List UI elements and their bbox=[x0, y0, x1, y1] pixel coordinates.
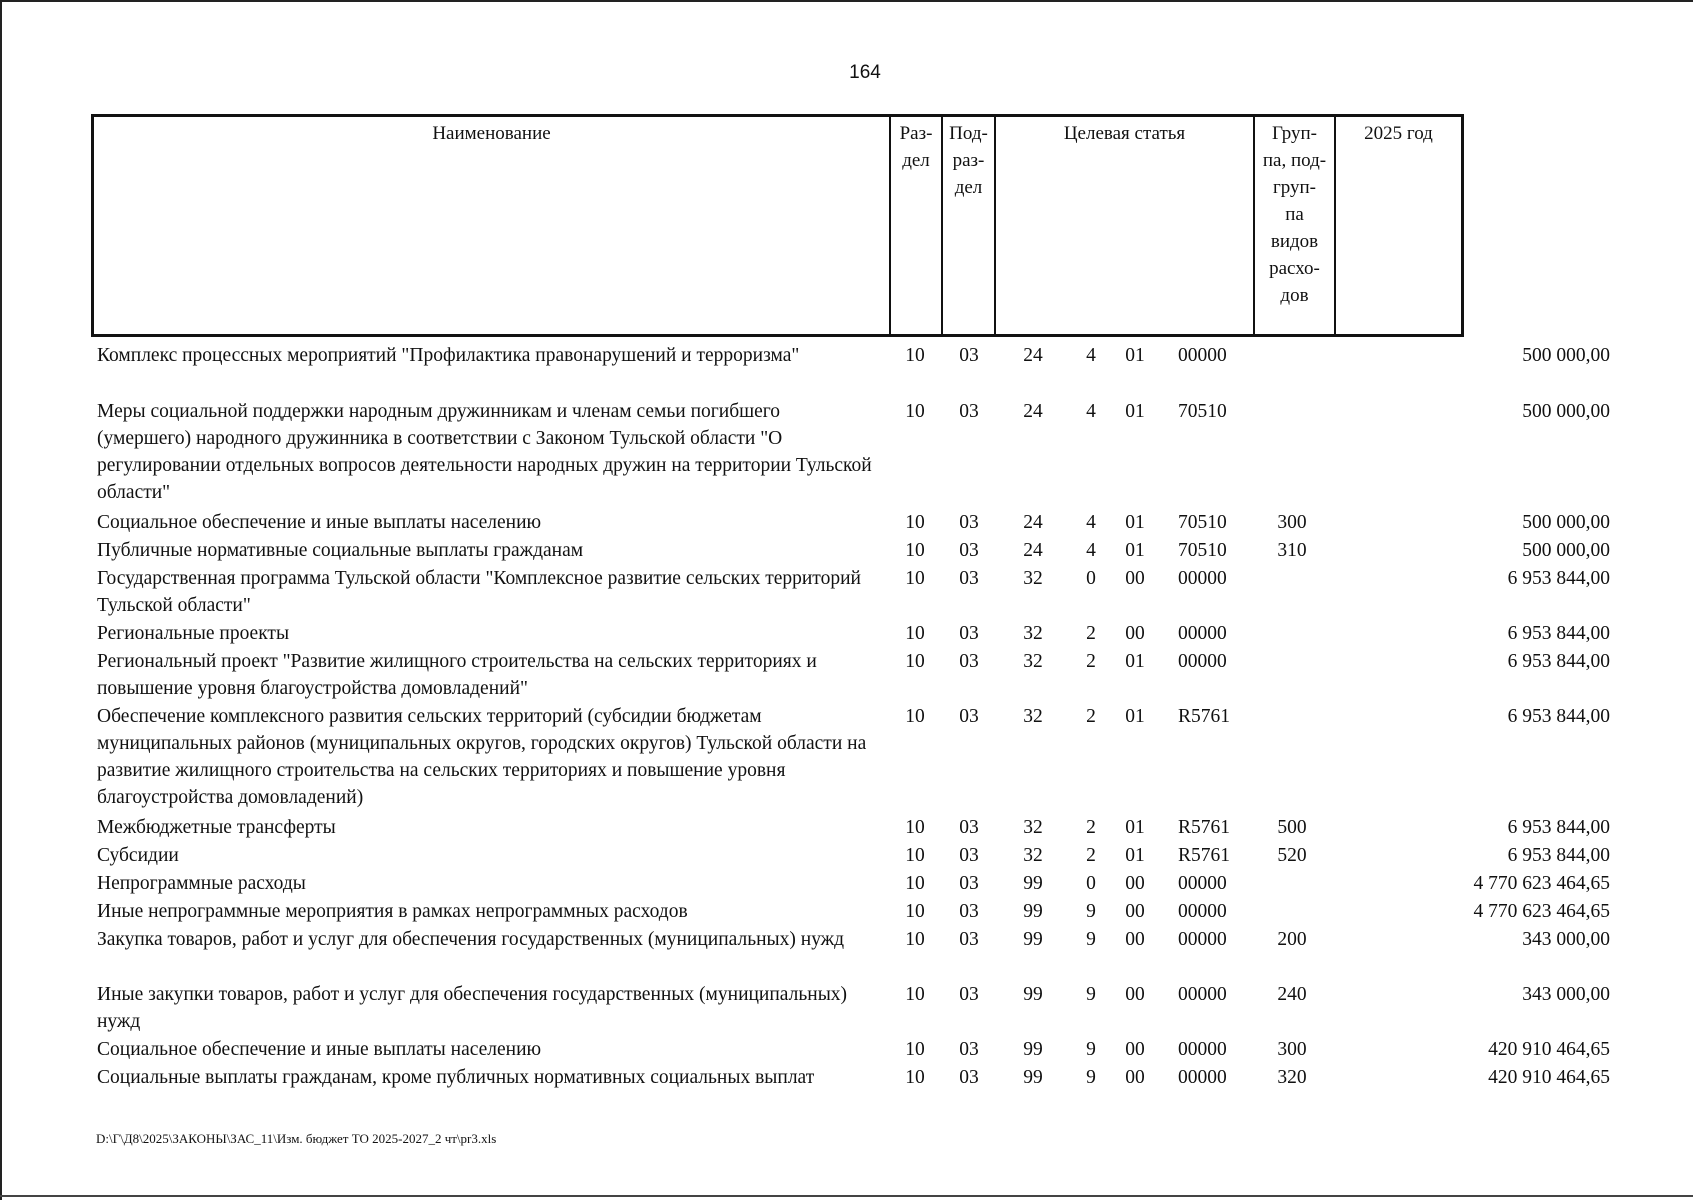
row-podrazdel: 03 bbox=[959, 568, 979, 589]
row-razdel: 10 bbox=[905, 401, 925, 422]
row-razdel: 10 bbox=[905, 873, 925, 894]
header-group bbox=[1255, 120, 1334, 309]
row-target-direction: 00000 bbox=[1178, 651, 1227, 672]
row-expense-group: 520 bbox=[1277, 845, 1307, 866]
row-target-type: 9 bbox=[1086, 901, 1096, 922]
row-target-type: 2 bbox=[1086, 623, 1096, 644]
page-border-bottom bbox=[0, 1195, 1693, 1197]
row-target-program: 99 bbox=[1023, 984, 1043, 1005]
row-podrazdel: 03 bbox=[959, 984, 979, 1005]
row-target-direction: 00000 bbox=[1178, 1067, 1227, 1088]
header-podrazdel-line: дел bbox=[954, 177, 983, 198]
row-target-program: 32 bbox=[1023, 706, 1043, 727]
row-name: Субсидии bbox=[97, 845, 179, 866]
row-expense-group: 300 bbox=[1277, 1039, 1307, 1060]
header-year-label: 2025 год bbox=[1364, 123, 1433, 144]
header-name bbox=[94, 120, 889, 147]
row-target-program: 99 bbox=[1023, 1067, 1043, 1088]
header-razdel-line: Раз- bbox=[899, 123, 933, 144]
row-target-direction: 70510 bbox=[1178, 512, 1227, 533]
header-group-line: видов bbox=[1270, 231, 1319, 252]
row-name: Региональный проект "Развитие жилищного строительства на сельских территориях и повышение уровня благоустройства домовладений" bbox=[97, 651, 817, 699]
row-target-direction: 00000 bbox=[1178, 345, 1227, 366]
row-target-program: 32 bbox=[1023, 817, 1043, 838]
page-border-top bbox=[0, 0, 1693, 2]
row-razdel: 10 bbox=[905, 512, 925, 533]
header-divider bbox=[994, 117, 996, 334]
row-name: Социальное обеспечение и иные выплаты населению bbox=[97, 512, 542, 533]
row-target-sub: 01 bbox=[1125, 512, 1145, 533]
row-target-program: 24 bbox=[1023, 540, 1043, 561]
row-razdel: 10 bbox=[905, 651, 925, 672]
row-amount: 343 000,00 bbox=[1522, 929, 1610, 950]
row-target-sub: 00 bbox=[1125, 873, 1145, 894]
row-razdel: 10 bbox=[905, 706, 925, 727]
row-razdel: 10 bbox=[905, 345, 925, 366]
row-target-type: 4 bbox=[1086, 540, 1096, 561]
row-target-type: 0 bbox=[1086, 873, 1096, 894]
header-year bbox=[1336, 120, 1461, 147]
page-number: 164 bbox=[849, 62, 881, 83]
row-amount: 6 953 844,00 bbox=[1507, 845, 1610, 866]
row-target-program: 32 bbox=[1023, 651, 1043, 672]
row-name: Непрограммные расходы bbox=[97, 873, 306, 894]
row-name: Межбюджетные трансферты bbox=[97, 817, 336, 838]
row-target-type: 2 bbox=[1086, 845, 1096, 866]
row-amount: 4 770 623 464,65 bbox=[1473, 901, 1610, 922]
row-target-direction: 00000 bbox=[1178, 623, 1227, 644]
row-amount: 500 000,00 bbox=[1522, 345, 1610, 366]
row-target-type: 2 bbox=[1086, 817, 1096, 838]
row-target-sub: 00 bbox=[1125, 1067, 1145, 1088]
row-target-program: 99 bbox=[1023, 873, 1043, 894]
row-razdel: 10 bbox=[905, 540, 925, 561]
row-podrazdel: 03 bbox=[959, 817, 979, 838]
file-path: D:\Г\Д8\2025\ЗАКОНЫ\ЗАС_11\Изм. бюджет ТО 2025-2027_2 чт\pr3.xls bbox=[96, 1131, 497, 1146]
row-target-direction: 00000 bbox=[1178, 929, 1227, 950]
row-razdel: 10 bbox=[905, 568, 925, 589]
row-expense-group: 320 bbox=[1277, 1067, 1307, 1088]
row-target-sub: 01 bbox=[1125, 540, 1145, 561]
row-target-direction: R5761 bbox=[1178, 706, 1231, 727]
row-name: Публичные нормативные социальные выплаты гражданам bbox=[97, 540, 584, 561]
row-target-direction: 00000 bbox=[1178, 1039, 1227, 1060]
row-podrazdel: 03 bbox=[959, 929, 979, 950]
row-podrazdel: 03 bbox=[959, 1039, 979, 1060]
row-target-direction: R5761 bbox=[1178, 845, 1231, 866]
row-target-sub: 00 bbox=[1125, 623, 1145, 644]
row-target-type: 4 bbox=[1086, 512, 1096, 533]
row-amount: 420 910 464,65 bbox=[1488, 1039, 1610, 1060]
row-target-direction: 00000 bbox=[1178, 901, 1227, 922]
row-target-program: 24 bbox=[1023, 512, 1043, 533]
row-podrazdel: 03 bbox=[959, 623, 979, 644]
header-group-line: па, под- bbox=[1262, 150, 1327, 171]
row-expense-group: 300 bbox=[1277, 512, 1307, 533]
header-group-line: расхо- bbox=[1269, 258, 1320, 279]
row-expense-group: 500 bbox=[1277, 817, 1307, 838]
row-target-type: 0 bbox=[1086, 568, 1096, 589]
row-target-direction: 70510 bbox=[1178, 401, 1227, 422]
header-group-line: груп- bbox=[1272, 177, 1317, 198]
header-divider bbox=[1334, 117, 1336, 334]
page-border-left bbox=[0, 0, 2, 1200]
row-target-program: 32 bbox=[1023, 845, 1043, 866]
header-group-line: Груп- bbox=[1271, 123, 1318, 144]
header-podrazdel bbox=[943, 120, 994, 201]
row-target-sub: 00 bbox=[1125, 901, 1145, 922]
row-amount: 6 953 844,00 bbox=[1507, 568, 1610, 589]
row-target-type: 2 bbox=[1086, 651, 1096, 672]
row-name: Социальное обеспечение и иные выплаты населению bbox=[97, 1039, 542, 1060]
row-target-sub: 00 bbox=[1125, 929, 1145, 950]
header-podrazdel-line: Под- bbox=[949, 123, 988, 144]
header-group-line: па bbox=[1285, 204, 1304, 225]
header-target-label: Целевая статья bbox=[1063, 123, 1186, 144]
row-target-direction: 00000 bbox=[1178, 568, 1227, 589]
row-razdel: 10 bbox=[905, 901, 925, 922]
row-podrazdel: 03 bbox=[959, 651, 979, 672]
header-podrazdel-line: раз- bbox=[952, 150, 985, 171]
header-razdel bbox=[891, 120, 941, 174]
row-amount: 500 000,00 bbox=[1522, 512, 1610, 533]
row-target-sub: 01 bbox=[1125, 401, 1145, 422]
row-name: Обеспечение комплексного развития сельских территорий (субсидии бюджетам муниципальных районов (муниципальных округов, городских округов) Тульской области на развитие жилищного строительства на сельских территориях и повышение уровня благоустройства домовладений) bbox=[97, 706, 867, 808]
row-target-sub: 01 bbox=[1125, 345, 1145, 366]
row-name: Комплекс процессных мероприятий "Профилактика правонарушений и терроризма" bbox=[97, 345, 800, 366]
row-target-direction: 00000 bbox=[1178, 873, 1227, 894]
row-amount: 500 000,00 bbox=[1522, 540, 1610, 561]
row-razdel: 10 bbox=[905, 845, 925, 866]
row-razdel: 10 bbox=[905, 984, 925, 1005]
row-name: Иные непрограммные мероприятия в рамках непрограммных расходов bbox=[97, 901, 688, 922]
row-name: Закупка товаров, работ и услуг для обеспечения государственных (муниципальных) нужд bbox=[97, 929, 845, 950]
row-name: Государственная программа Тульской области "Комплексное развитие сельских территорий Тульской области" bbox=[97, 568, 861, 616]
row-podrazdel: 03 bbox=[959, 845, 979, 866]
row-razdel: 10 bbox=[905, 817, 925, 838]
row-target-program: 24 bbox=[1023, 345, 1043, 366]
row-name: Региональные проекты bbox=[97, 623, 290, 644]
row-target-type: 9 bbox=[1086, 929, 1096, 950]
row-target-sub: 01 bbox=[1125, 845, 1145, 866]
row-target-sub: 00 bbox=[1125, 984, 1145, 1005]
row-target-type: 2 bbox=[1086, 706, 1096, 727]
row-target-type: 4 bbox=[1086, 345, 1096, 366]
row-expense-group: 240 bbox=[1277, 984, 1307, 1005]
row-amount: 6 953 844,00 bbox=[1507, 651, 1610, 672]
row-amount: 6 953 844,00 bbox=[1507, 623, 1610, 644]
row-target-direction: 70510 bbox=[1178, 540, 1227, 561]
table-header bbox=[91, 114, 1464, 337]
row-amount: 500 000,00 bbox=[1522, 401, 1610, 422]
row-podrazdel: 03 bbox=[959, 706, 979, 727]
row-amount: 343 000,00 bbox=[1522, 984, 1610, 1005]
header-group-line: дов bbox=[1280, 285, 1309, 306]
row-razdel: 10 bbox=[905, 1067, 925, 1088]
row-target-sub: 01 bbox=[1125, 706, 1145, 727]
row-target-program: 32 bbox=[1023, 623, 1043, 644]
row-razdel: 10 bbox=[905, 623, 925, 644]
row-target-sub: 00 bbox=[1125, 1039, 1145, 1060]
row-target-program: 99 bbox=[1023, 1039, 1043, 1060]
row-target-type: 9 bbox=[1086, 1067, 1096, 1088]
row-podrazdel: 03 bbox=[959, 401, 979, 422]
row-expense-group: 200 bbox=[1277, 929, 1307, 950]
row-razdel: 10 bbox=[905, 1039, 925, 1060]
row-target-type: 9 bbox=[1086, 984, 1096, 1005]
row-podrazdel: 03 bbox=[959, 345, 979, 366]
row-target-sub: 01 bbox=[1125, 817, 1145, 838]
row-target-type: 9 bbox=[1086, 1039, 1096, 1060]
row-target-program: 24 bbox=[1023, 401, 1043, 422]
row-name: Меры социальной поддержки народным дружинникам и членам семьи погибшего (умершего) народного дружинника в соответствии с Законом Тульской области "О регулировании отдельных вопросов деятельности народных дружин на территории Тульской области" bbox=[97, 401, 872, 503]
row-podrazdel: 03 bbox=[959, 512, 979, 533]
row-amount: 6 953 844,00 bbox=[1507, 817, 1610, 838]
row-target-program: 99 bbox=[1023, 901, 1043, 922]
row-podrazdel: 03 bbox=[959, 540, 979, 561]
row-name: Иные закупки товаров, работ и услуг для обеспечения государственных (муниципальных) нужд bbox=[97, 984, 848, 1032]
row-amount: 4 770 623 464,65 bbox=[1473, 873, 1610, 894]
row-podrazdel: 03 bbox=[959, 1067, 979, 1088]
row-target-direction: 00000 bbox=[1178, 984, 1227, 1005]
header-razdel-line: дел bbox=[902, 150, 930, 171]
header-target bbox=[996, 120, 1253, 147]
row-expense-group: 310 bbox=[1277, 540, 1307, 561]
row-target-program: 32 bbox=[1023, 568, 1043, 589]
row-name: Социальные выплаты гражданам, кроме публичных нормативных социальных выплат bbox=[97, 1067, 815, 1088]
row-razdel: 10 bbox=[905, 929, 925, 950]
row-amount: 6 953 844,00 bbox=[1507, 706, 1610, 727]
row-target-program: 99 bbox=[1023, 929, 1043, 950]
row-podrazdel: 03 bbox=[959, 901, 979, 922]
row-target-sub: 01 bbox=[1125, 651, 1145, 672]
row-target-direction: R5761 bbox=[1178, 817, 1231, 838]
row-target-sub: 00 bbox=[1125, 568, 1145, 589]
header-name-label: Наименование bbox=[432, 123, 551, 144]
row-podrazdel: 03 bbox=[959, 873, 979, 894]
row-target-type: 4 bbox=[1086, 401, 1096, 422]
row-amount: 420 910 464,65 bbox=[1488, 1067, 1610, 1088]
